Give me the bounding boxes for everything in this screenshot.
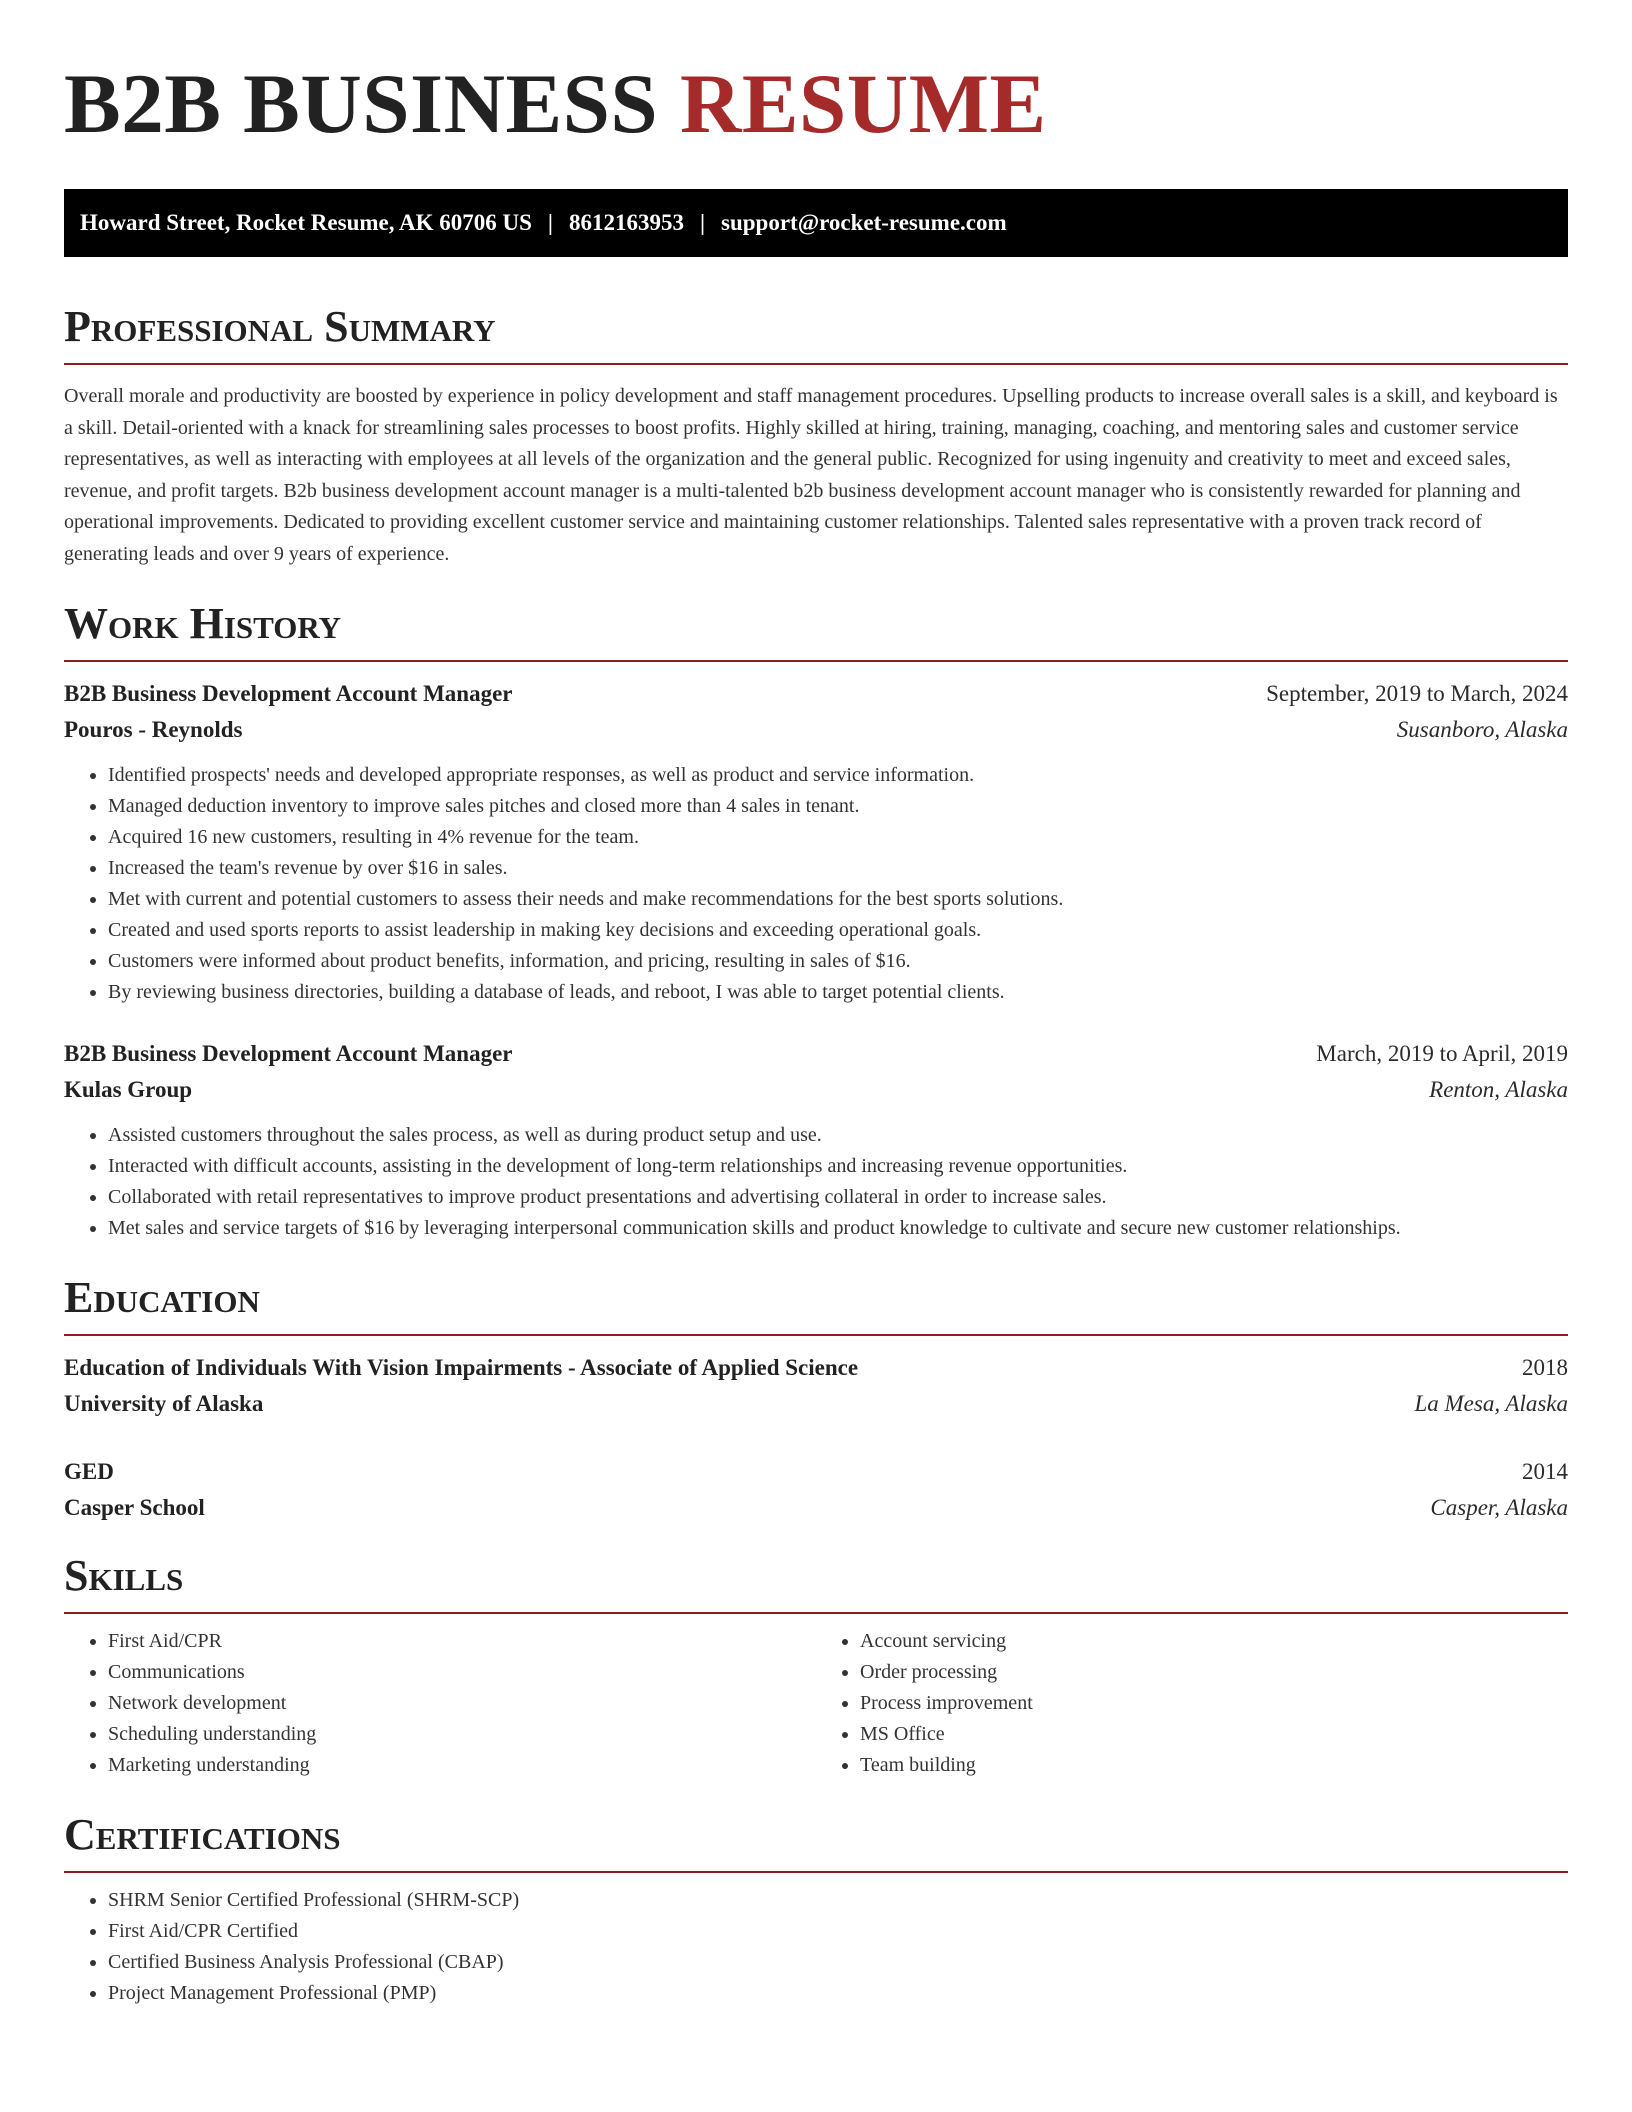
section-divider bbox=[64, 1612, 1568, 1614]
certifications-section bbox=[64, 1809, 1568, 2009]
summary-section bbox=[64, 301, 1568, 570]
title-accent: RESUME bbox=[679, 57, 1047, 151]
job-dates: March, 2019 to April, 2019 bbox=[1316, 1041, 1568, 1066]
education-location: Casper, Alaska bbox=[1430, 1495, 1568, 1520]
education-school: University of Alaska bbox=[64, 1391, 264, 1416]
skill-item: • Team building bbox=[860, 1750, 1568, 1781]
skill-item: • Network development bbox=[108, 1688, 816, 1719]
work-history-heading: Work History bbox=[64, 599, 342, 648]
job-title: B2B Business Development Account Manager bbox=[64, 1041, 513, 1066]
education-section bbox=[64, 1272, 1568, 1526]
resume-title bbox=[64, 56, 1568, 152]
job-bullet: • Created and used sports reports to assist leadership in making key decisions and exceeding operational goals. bbox=[108, 915, 1568, 946]
skills-list-left bbox=[64, 1626, 816, 1781]
contact-separator: | bbox=[699, 210, 706, 235]
job-bullet: • Assisted customers throughout the sales process, as well as during product setup and use. bbox=[108, 1120, 1568, 1151]
section-divider bbox=[64, 660, 1568, 662]
job-dates: September, 2019 to March, 2024 bbox=[1266, 681, 1568, 706]
education-school-row bbox=[64, 1386, 1568, 1422]
summary-text: Overall morale and productivity are boosted by experience in policy development and staff management procedures. Upselling products to increase overall sales is a skill, and keyboard is a skill. Detail-oriented with a knack for streamlining sales processes to boost profits. Highly skilled at hiring, training, managing, coaching, and mentoring sales and customer service representatives, as well as interacting with employees at all levels of the organization and the general public. Recognized for using ingenuity and creativity to meet and exceed sales, revenue, and profit targets. B2b business development account manager is a multi-talented b2b business development account manager who is consistently rewarded for planning and operational improvements. Dedicated to providing excellent customer service and maintaining customer relationships. Talented sales representative with a proven track record of generating leads and over 9 years of experience. bbox=[64, 385, 1558, 565]
skill-item: • Account servicing bbox=[860, 1626, 1568, 1657]
job-company-row bbox=[64, 712, 1568, 748]
job-title: B2B Business Development Account Manager bbox=[64, 681, 513, 706]
education-school-row bbox=[64, 1490, 1568, 1526]
education-degree: Education of Individuals With Vision Impairments - Associate of Applied Science bbox=[64, 1355, 859, 1380]
job-location: Renton, Alaska bbox=[1429, 1077, 1568, 1102]
skills-section bbox=[64, 1550, 1568, 1781]
education-degree: GED bbox=[64, 1459, 114, 1484]
job-bullet: • Identified prospects' needs and developed appropriate responses, as well as product and service information. bbox=[108, 760, 1568, 791]
job-entry bbox=[64, 676, 1568, 1008]
job-company: Pouros - Reynolds bbox=[64, 717, 243, 742]
skill-item: • MS Office bbox=[860, 1719, 1568, 1750]
skills-heading: Skills bbox=[64, 1551, 184, 1600]
skill-item: • Order processing bbox=[860, 1657, 1568, 1688]
title-main: B2B BUSINESS bbox=[64, 57, 659, 151]
skill-item: • First Aid/CPR bbox=[108, 1626, 816, 1657]
work-history-section bbox=[64, 598, 1568, 1244]
certifications-list bbox=[64, 1885, 1568, 2009]
job-location: Susanboro, Alaska bbox=[1396, 717, 1568, 742]
skills-list-right bbox=[816, 1626, 1568, 1781]
job-bullet: • By reviewing business directories, building a database of leads, and reboot, I was able to target potential clients. bbox=[108, 977, 1568, 1008]
job-bullet: • Met sales and service targets of $16 by leveraging interpersonal communication skills and product knowledge to cultivate and secure new customer relationships. bbox=[108, 1213, 1568, 1244]
education-entry bbox=[64, 1350, 1568, 1422]
education-school: Casper School bbox=[64, 1495, 205, 1520]
resume-page bbox=[64, 0, 1568, 2009]
education-header-row bbox=[64, 1350, 1568, 1386]
contact-separator: | bbox=[547, 210, 553, 235]
contact-phone: 8612163953 bbox=[568, 210, 684, 235]
job-company-row bbox=[64, 1072, 1568, 1108]
job-bullets bbox=[64, 1120, 1568, 1244]
job-bullet: • Met with current and potential customers to assess their needs and make recommendations for the best sports solutions. bbox=[108, 884, 1568, 915]
job-header-row bbox=[64, 676, 1568, 712]
contact-bar bbox=[64, 189, 1568, 257]
education-header-row bbox=[64, 1454, 1568, 1490]
section-divider bbox=[64, 1871, 1568, 1873]
skill-item: • Process improvement bbox=[860, 1688, 1568, 1719]
section-divider bbox=[64, 1334, 1568, 1336]
job-entry bbox=[64, 1036, 1568, 1244]
job-bullet: • Increased the team's revenue by over $16 in sales. bbox=[108, 853, 1568, 884]
job-company: Kulas Group bbox=[64, 1077, 193, 1102]
contact-address: Howard Street, Rocket Resume, AK 60706 US bbox=[80, 210, 532, 235]
section-divider bbox=[64, 363, 1568, 365]
certification-item: • Project Management Professional (PMP) bbox=[108, 1978, 1568, 2009]
summary-heading: Professional Summary bbox=[64, 302, 496, 351]
job-bullet: • Interacted with difficult accounts, assisting in the development of long-term relationships and increasing revenue opportunities. bbox=[108, 1151, 1568, 1182]
job-bullets bbox=[64, 760, 1568, 1008]
certification-item: • SHRM Senior Certified Professional (SHRM-SCP) bbox=[108, 1885, 1568, 1916]
education-year: 2014 bbox=[1522, 1459, 1568, 1484]
job-bullet: • Collaborated with retail representatives to improve product presentations and advertising collateral in order to increase sales. bbox=[108, 1182, 1568, 1213]
certification-item: • Certified Business Analysis Professional (CBAP) bbox=[108, 1947, 1568, 1978]
job-bullet: • Acquired 16 new customers, resulting in 4% revenue for the team. bbox=[108, 822, 1568, 853]
education-location: La Mesa, Alaska bbox=[1414, 1391, 1568, 1416]
skills-grid bbox=[64, 1626, 1568, 1781]
contact-email: support@rocket-resume.com bbox=[721, 210, 1007, 235]
education-entry bbox=[64, 1454, 1568, 1526]
skill-item: • Marketing understanding bbox=[108, 1750, 816, 1781]
job-header-row bbox=[64, 1036, 1568, 1072]
skill-item: • Scheduling understanding bbox=[108, 1719, 816, 1750]
job-bullet: • Managed deduction inventory to improve sales pitches and closed more than 4 sales in tenant. bbox=[108, 791, 1568, 822]
skill-item: • Communications bbox=[108, 1657, 816, 1688]
education-year: 2018 bbox=[1522, 1355, 1568, 1380]
certification-item: • First Aid/CPR Certified bbox=[108, 1916, 1568, 1947]
job-bullet: • Customers were informed about product benefits, information, and pricing, resulting in sales of $16. bbox=[108, 946, 1568, 977]
certifications-heading: Certifications bbox=[64, 1810, 341, 1859]
education-heading: Education bbox=[64, 1273, 260, 1322]
